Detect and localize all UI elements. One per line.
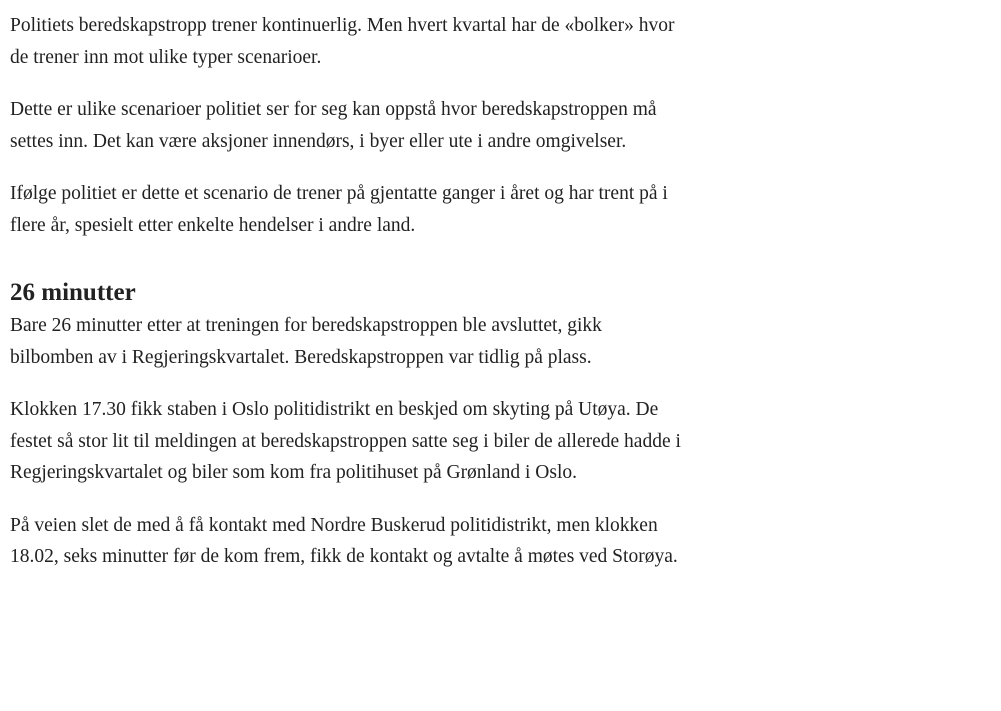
paragraph-contact-buskerud: På veien slet de med å få kontakt med Nordre Buskerud politidistrikt, men klokken 18.02, seks minutter før de kom frem, fikk de kontakt og avtalte å møtes ved Storøya.: [10, 514, 678, 567]
paragraph-training-quarters: Politiets beredskapstropp trener kontinuerlig. Men hvert kvartal har de «bolker» hvor de trener inn mot ulike typer scenarioer.: [10, 15, 675, 68]
article-body: [10, 10, 690, 594]
paragraph-repeated-training: Ifølge politiet er dette et scenario de trener på gjentatte ganger i året og har trent på i flere år, spesielt etter enkelte hendelser i andre land.: [10, 183, 668, 236]
paragraph-scenarios: Dette er ulike scenarioer politiet ser for seg kan oppstå hvor beredskapstroppen må settes inn. Det kan være aksjoner innendørs, i byer eller ute i andre omgivelser.: [10, 99, 657, 152]
paragraph-utoya-message: Klokken 17.30 fikk staben i Oslo politidistrikt en beskjed om skyting på Utøya. De festet så stor lit til meldingen at beredskapstroppen satte seg i biler de allerede hadde i Regjeringskvartalet og biler som kom fra politihuset på Grønland i Oslo.: [10, 399, 681, 483]
paragraph-bomb-timing: Bare 26 minutter etter at treningen for beredskapstroppen ble avsluttet, gikk bilbomben av i Regjeringskvartalet. Beredskapstroppen var tidlig på plass.: [10, 315, 602, 368]
section-heading: 26 minutter: [10, 279, 136, 306]
